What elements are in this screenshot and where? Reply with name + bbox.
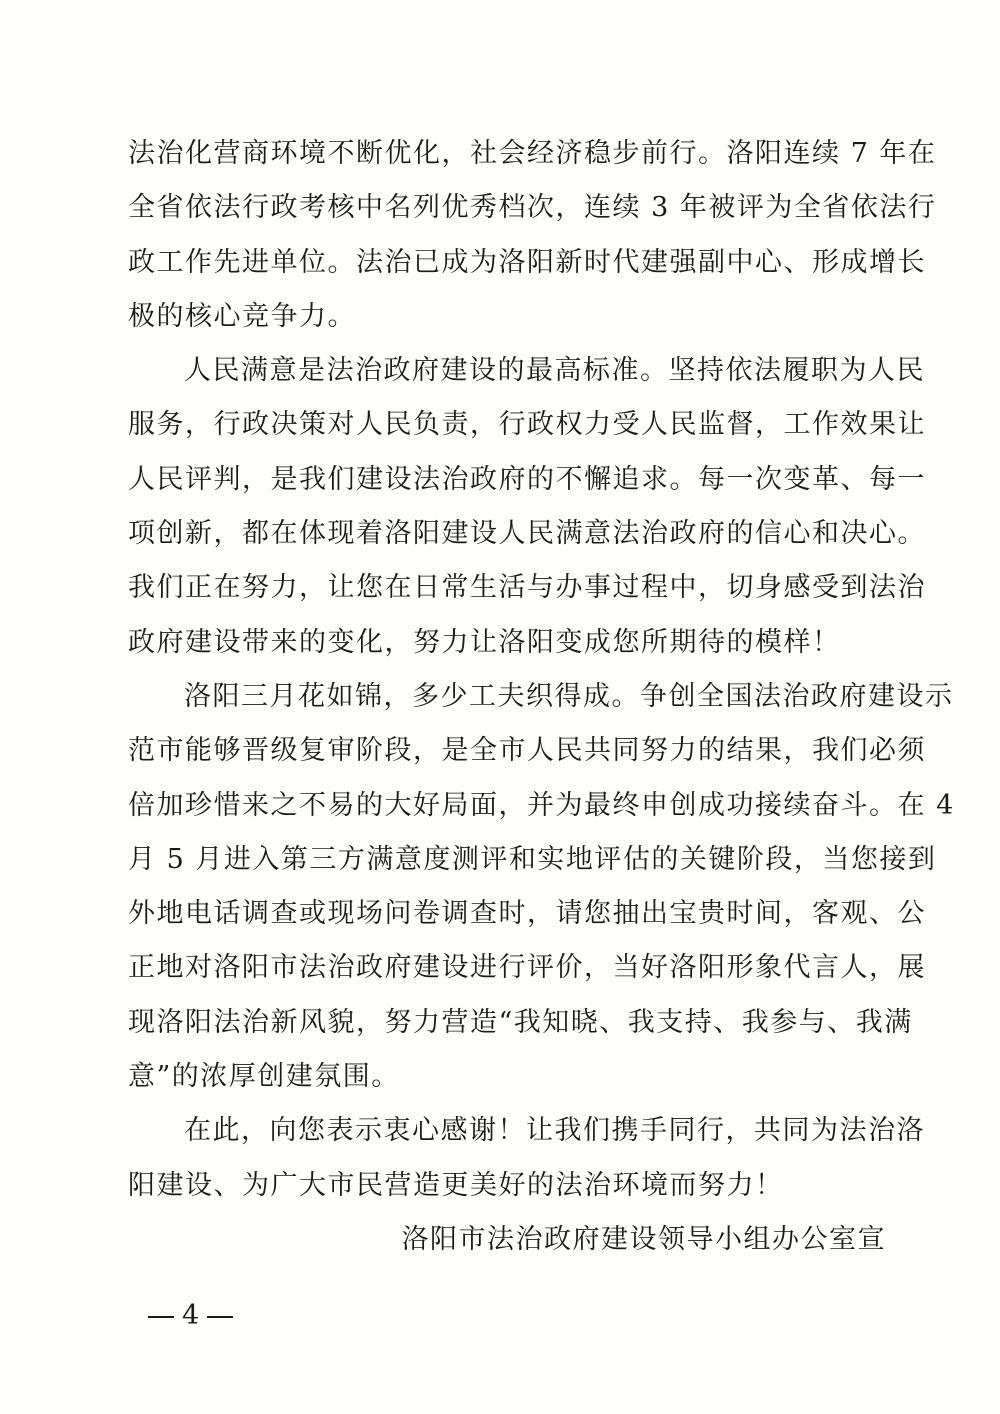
text-line: 在此，向您表示衷心感谢！让我们携手同行，共同为法治洛: [184, 1115, 925, 1147]
footer-dash-left: [148, 1316, 174, 1318]
text-line: 范市能够晋级复审阶段，是全市人民共同努力的结果，我们必须: [128, 735, 926, 767]
text-line: 我们正在努力，让您在日常生活与办事过程中，切身感受到法治: [128, 572, 926, 604]
text-line: 现洛阳法治新风貌，努力营造“我知晓、我支持、我参与、我满: [128, 1006, 913, 1038]
text-line: 项创新，都在体现着洛阳建设人民满意法治政府的信心和决心。: [128, 518, 926, 550]
page-number: 4: [182, 1300, 200, 1331]
text-line: 阳建设、为广大市民营造更美好的法治环境而努力！: [128, 1169, 784, 1201]
footer-dash-right: [207, 1316, 233, 1318]
text-line: 意”的浓厚创建氛围。: [128, 1061, 400, 1093]
page-footer: [140, 1300, 241, 1331]
text-line: 人民满意是法治政府建设的最高标准。坚持依法履职为人民: [184, 355, 925, 387]
text-line: 政工作先进单位。法治已成为洛阳新时代建强副中心、形成增长: [128, 246, 926, 278]
text-line: 政府建设带来的变化，努力让洛阳变成您所期待的模样！: [128, 626, 841, 658]
text-line: 法治化营商环境不断优化，社会经济稳步前行。洛阳连续 7 年在: [128, 138, 937, 169]
signature: 洛阳市法治政府建设领导小组办公室宣: [401, 1223, 886, 1255]
text-line: 人民评判，是我们建设法治政府的不懈追求。每一次变革、每一: [128, 463, 926, 495]
text-line: 洛阳三月花如锦，多少工夫织得成。争创全国法治政府建设示: [184, 680, 954, 712]
text-line: 极的核心竞争力。: [128, 300, 356, 332]
text-line: 服务，行政决策对人民负责，行政权力受人民监督，工作效果让: [128, 409, 926, 441]
document-body: [128, 127, 955, 1267]
text-line: 月 5 月进入第三方满意度测评和实地评估的关键阶段，当您接到: [128, 843, 937, 875]
text-line: 全省依法行政考核中名列优秀档次，连续 3 年被评为全省依法行: [128, 192, 937, 224]
text-line: 倍加珍惜来之不易的大好局面，并为最终申创成功接续奋斗。在 4: [128, 789, 955, 821]
text-line: 正地对洛阳市法治政府建设进行评价，当好洛阳形象代言人，展: [128, 952, 926, 984]
text-line: 外地电话调查或现场问卷调查时，请您抽出宝贵时间，客观、公: [128, 898, 926, 930]
